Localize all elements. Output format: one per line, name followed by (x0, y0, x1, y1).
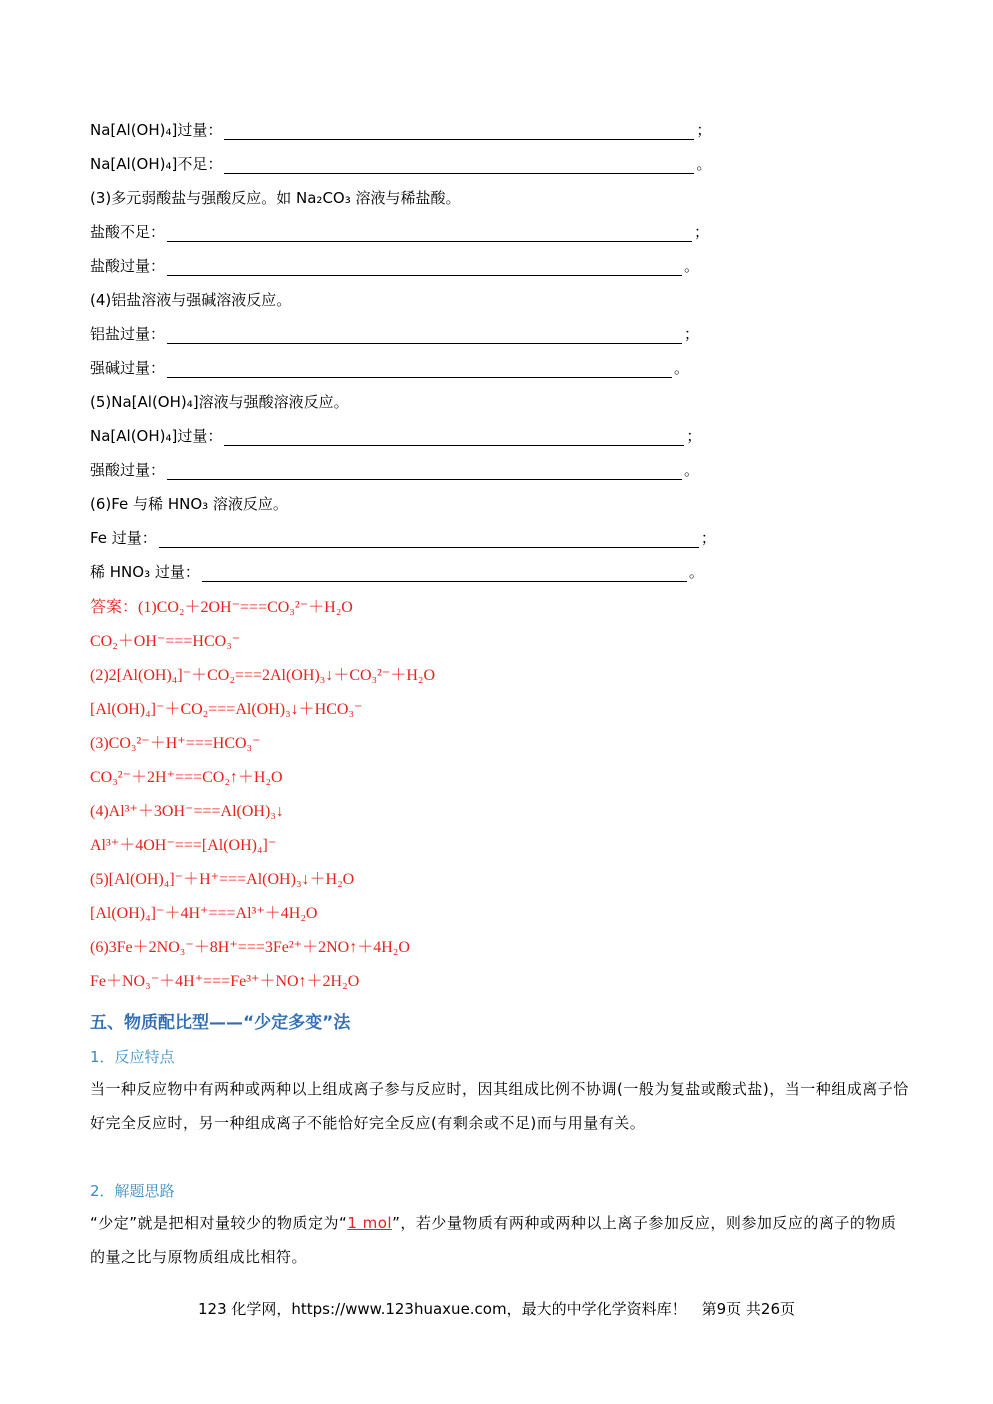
answer-blank[interactable] (224, 123, 694, 140)
answer-blank[interactable] (167, 463, 682, 480)
paragraph-text: ”，若少量物质有两种或两种以上离子参加反应，则参加反应的离子的物质的量之比与原物质组成比相符。 (90, 1214, 897, 1266)
exercise-label: 稀 HNO₃ 过量： (90, 563, 200, 581)
paragraph: 当一种反应物中有两种或两种以上组成离子参与反应时，因其组成比例不协调(一般为复盐或酸式盐)，当一种组成离子恰好完全反应时，另一种组成离子不能恰好完全反应(有剩余或不足)而与用量有关。 (90, 1080, 909, 1132)
exercise-line (90, 426, 701, 446)
exercise-heading: (4)铝盐溶液与强碱溶液反应。 (90, 291, 292, 309)
exercise-heading: (6)Fe 与稀 HNO₃ 溶液反应。 (90, 495, 288, 513)
exercise-label: 盐酸不足： (90, 223, 166, 241)
answer-equation: Fe＋NO₃⁻＋4H⁺===Fe³⁺＋NO↑＋2H₂O (90, 973, 360, 990)
highlight-text: 1 mol (347, 1214, 393, 1232)
line-end-punct: 。 (674, 359, 690, 377)
exercise-label: 强酸过量： (90, 461, 166, 479)
line-end-punct: ； (694, 223, 710, 241)
exercise-line (90, 154, 711, 174)
answer-blank[interactable] (167, 361, 672, 378)
exercise-line (90, 460, 699, 480)
answer-blank[interactable] (167, 225, 692, 242)
subsection-title: 1．反应特点 (90, 1048, 175, 1066)
answer-blank[interactable] (202, 565, 687, 582)
exercise-label: Fe 过量： (90, 529, 157, 547)
page-footer: 123 化学网，https://www.123huaxue.com，最大的中学化学资料库！ 第9页 共26页 (197, 1300, 795, 1318)
answer-equation: 答案：(1)CO₂＋2OH⁻===CO₃²⁻＋H₂O (90, 599, 353, 616)
exercise-label: 盐酸过量： (90, 257, 166, 275)
exercise-line (90, 562, 704, 582)
paragraph-text: “少定”就是把相对量较少的物质定为“ (90, 1214, 348, 1232)
answer-equation: [Al(OH)₄]⁻＋CO₂===Al(OH)₃↓＋HCO₃⁻ (90, 701, 363, 718)
exercise-heading: (3)多元弱酸盐与强酸反应。如 Na₂CO₃ 溶液与稀盐酸。 (90, 189, 461, 207)
exercise-label: Na[Al(OH)₄]过量： (90, 121, 223, 139)
exercise-line (90, 528, 716, 548)
line-end-punct: 。 (684, 461, 700, 479)
line-end-punct: ； (700, 529, 716, 547)
exercise-label: Na[Al(OH)₄]不足： (90, 155, 223, 173)
line-end-punct: ； (686, 427, 702, 445)
answer-equation: (6)3Fe＋2NO₃⁻＋8H⁺===3Fe²⁺＋2NO↑＋4H₂O (90, 939, 410, 956)
line-end-punct: 。 (688, 563, 704, 581)
exercise-line (90, 256, 699, 276)
exercise-line (90, 324, 699, 344)
answer-blank[interactable] (167, 259, 682, 276)
answer-equation: (3)CO₃²⁻＋H⁺===HCO₃⁻ (90, 735, 261, 752)
line-end-punct: 。 (684, 257, 700, 275)
answer-blank[interactable] (167, 327, 682, 344)
answer-blank[interactable] (224, 157, 694, 174)
answer-equation: Al³⁺＋4OH⁻===[Al(OH)₄]⁻ (90, 837, 277, 854)
paragraph (90, 1206, 910, 1274)
answer-blank[interactable] (159, 531, 699, 548)
line-end-punct: 。 (696, 155, 712, 173)
exercise-line (90, 222, 709, 242)
line-end-punct: ； (696, 121, 712, 139)
exercise-line (90, 358, 689, 378)
answer-equation: (2)2[Al(OH)₄]⁻＋CO₂===2Al(OH)₃↓＋CO₃²⁻＋H₂O (90, 667, 436, 684)
exercise-heading: (5)Na[Al(OH)₄]溶液与强酸溶液反应。 (90, 393, 349, 411)
exercise-label: 强碱过量： (90, 359, 166, 377)
exercise-line (90, 120, 711, 140)
subsection-title: 2．解题思路 (90, 1182, 175, 1200)
answer-equation: [Al(OH)₄]⁻＋4H⁺===Al³⁺＋4H₂O (90, 905, 318, 922)
answer-equation: CO₃²⁻＋2H⁺===CO₂↑＋H₂O (90, 769, 283, 786)
answer-equation: (5)[Al(OH)₄]⁻＋H⁺===Al(OH)₃↓＋H₂O (90, 871, 355, 888)
exercise-label: 铝盐过量： (90, 325, 166, 343)
answer-equation: CO₂＋OH⁻===HCO₃⁻ (90, 633, 241, 650)
answer-equation: (4)Al³⁺＋3OH⁻===Al(OH)₃↓ (90, 803, 284, 820)
answer-blank[interactable] (224, 429, 684, 446)
exercise-label: Na[Al(OH)₄]过量： (90, 427, 223, 445)
section-title: 五、物质配比型——“少定多变”法 (90, 1013, 351, 1033)
line-end-punct: ； (684, 325, 700, 343)
